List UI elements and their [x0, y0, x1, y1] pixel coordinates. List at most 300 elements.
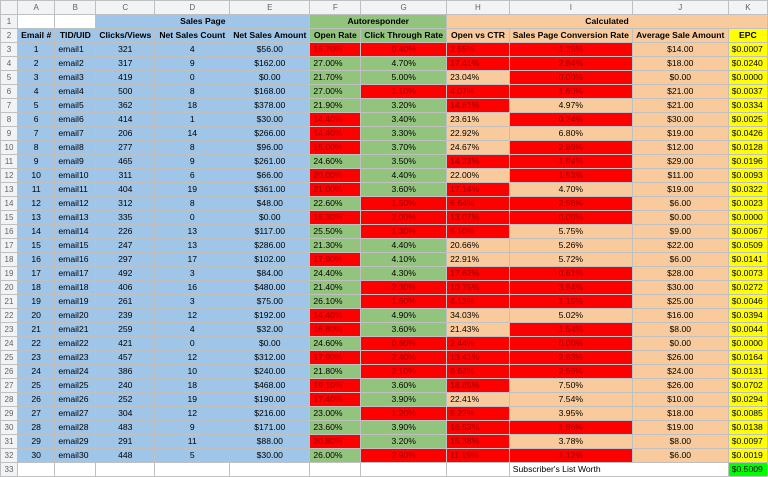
- sales-amount-cell[interactable]: $30.00: [230, 113, 310, 127]
- header-net-sales-amount[interactable]: Net Sales Amount: [230, 29, 310, 43]
- open-vs-ctr-cell[interactable]: 22.92%: [447, 127, 510, 141]
- sales-count-cell[interactable]: 9: [155, 155, 230, 169]
- tid-cell[interactable]: email22: [55, 337, 96, 351]
- conversion-rate-cell[interactable]: 0.61%: [509, 267, 632, 281]
- conversion-rate-cell[interactable]: 0.00%: [509, 71, 632, 85]
- ctr-cell[interactable]: 4.10%: [361, 253, 447, 267]
- email-number-cell[interactable]: 29: [17, 435, 54, 449]
- column-header-e[interactable]: E: [230, 1, 310, 15]
- email-number-cell[interactable]: 1: [17, 43, 54, 57]
- row-header[interactable]: 9: [1, 127, 18, 141]
- average-sale-cell[interactable]: $22.00: [632, 239, 728, 253]
- ctr-cell[interactable]: 3.60%: [361, 183, 447, 197]
- ctr-cell[interactable]: 4.40%: [361, 239, 447, 253]
- open-vs-ctr-cell[interactable]: 4.07%: [447, 85, 510, 99]
- ctr-cell[interactable]: 3.50%: [361, 155, 447, 169]
- clicks-cell[interactable]: 448: [96, 449, 155, 463]
- sales-amount-cell[interactable]: $102.00: [230, 253, 310, 267]
- sales-amount-cell[interactable]: $0.00: [230, 337, 310, 351]
- epc-cell[interactable]: $0.0025: [728, 113, 767, 127]
- epc-cell[interactable]: $0.0141: [728, 253, 767, 267]
- open-vs-ctr-cell[interactable]: 24.67%: [447, 141, 510, 155]
- epc-cell[interactable]: $0.0044: [728, 323, 767, 337]
- clicks-cell[interactable]: 312: [96, 197, 155, 211]
- tid-cell[interactable]: email17: [55, 267, 96, 281]
- group-autoresponder[interactable]: Autoresponder: [310, 15, 447, 29]
- conversion-rate-cell[interactable]: 1.15%: [509, 295, 632, 309]
- average-sale-cell[interactable]: $14.00: [632, 43, 728, 57]
- sales-amount-cell[interactable]: $0.00: [230, 211, 310, 225]
- email-number-cell[interactable]: 17: [17, 267, 54, 281]
- tid-cell[interactable]: email15: [55, 239, 96, 253]
- conversion-rate-cell[interactable]: 5.26%: [509, 239, 632, 253]
- conversion-rate-cell[interactable]: 5.02%: [509, 309, 632, 323]
- email-number-cell[interactable]: 27: [17, 407, 54, 421]
- open-vs-ctr-cell[interactable]: 23.61%: [447, 113, 510, 127]
- open-rate-cell[interactable]: 23.00%: [310, 407, 361, 421]
- tid-cell[interactable]: email27: [55, 407, 96, 421]
- sales-amount-cell[interactable]: $32.00: [230, 323, 310, 337]
- column-header-k[interactable]: K: [728, 1, 767, 15]
- average-sale-cell[interactable]: $19.00: [632, 127, 728, 141]
- open-vs-ctr-cell[interactable]: 13.41%: [447, 351, 510, 365]
- open-vs-ctr-cell[interactable]: 5.22%: [447, 407, 510, 421]
- tid-cell[interactable]: email4: [55, 85, 96, 99]
- conversion-rate-cell[interactable]: 1.12%: [509, 449, 632, 463]
- row-header[interactable]: 11: [1, 155, 18, 169]
- open-rate-cell[interactable]: 21.40%: [310, 281, 361, 295]
- open-vs-ctr-cell[interactable]: 5.10%: [447, 225, 510, 239]
- tid-cell[interactable]: email30: [55, 449, 96, 463]
- sales-count-cell[interactable]: 1: [155, 113, 230, 127]
- email-number-cell[interactable]: 8: [17, 141, 54, 155]
- sales-amount-cell[interactable]: $192.00: [230, 309, 310, 323]
- epc-cell[interactable]: $0.0196: [728, 155, 767, 169]
- average-sale-cell[interactable]: $10.00: [632, 393, 728, 407]
- clicks-cell[interactable]: 406: [96, 281, 155, 295]
- sales-count-cell[interactable]: 6: [155, 169, 230, 183]
- header-open-rate[interactable]: Open Rate: [310, 29, 361, 43]
- row-header[interactable]: 5: [1, 71, 18, 85]
- clicks-cell[interactable]: 226: [96, 225, 155, 239]
- column-header-f[interactable]: F: [310, 1, 361, 15]
- sales-amount-cell[interactable]: $312.00: [230, 351, 310, 365]
- epc-cell[interactable]: $0.0019: [728, 449, 767, 463]
- average-sale-cell[interactable]: $8.00: [632, 435, 728, 449]
- average-sale-cell[interactable]: $21.00: [632, 99, 728, 113]
- conversion-rate-cell[interactable]: 1.86%: [509, 421, 632, 435]
- average-sale-cell[interactable]: $30.00: [632, 281, 728, 295]
- row-header[interactable]: 15: [1, 211, 18, 225]
- ctr-cell[interactable]: 2.30%: [361, 281, 447, 295]
- email-number-cell[interactable]: 10: [17, 169, 54, 183]
- clicks-cell[interactable]: 206: [96, 127, 155, 141]
- group-calculated[interactable]: Calculated: [447, 15, 768, 29]
- clicks-cell[interactable]: 261: [96, 295, 155, 309]
- conversion-rate-cell[interactable]: 4.70%: [509, 183, 632, 197]
- average-sale-cell[interactable]: $19.00: [632, 183, 728, 197]
- sales-amount-cell[interactable]: $468.00: [230, 379, 310, 393]
- email-number-cell[interactable]: 4: [17, 85, 54, 99]
- select-all-corner[interactable]: [1, 1, 18, 15]
- ctr-cell[interactable]: 5.00%: [361, 71, 447, 85]
- epc-cell[interactable]: $0.0023: [728, 197, 767, 211]
- sales-amount-cell[interactable]: $96.00: [230, 141, 310, 155]
- tid-cell[interactable]: email10: [55, 169, 96, 183]
- row-header[interactable]: 29: [1, 407, 18, 421]
- epc-cell[interactable]: $0.0294: [728, 393, 767, 407]
- email-number-cell[interactable]: 22: [17, 337, 54, 351]
- clicks-cell[interactable]: 414: [96, 113, 155, 127]
- row-header[interactable]: 20: [1, 281, 18, 295]
- sales-count-cell[interactable]: 8: [155, 141, 230, 155]
- header-net-sales-count[interactable]: Net Sales Count: [155, 29, 230, 43]
- clicks-cell[interactable]: 419: [96, 71, 155, 85]
- sales-count-cell[interactable]: 9: [155, 57, 230, 71]
- open-vs-ctr-cell[interactable]: 13.07%: [447, 211, 510, 225]
- open-vs-ctr-cell[interactable]: 34.03%: [447, 309, 510, 323]
- tid-cell[interactable]: email5: [55, 99, 96, 113]
- conversion-rate-cell[interactable]: 2.84%: [509, 57, 632, 71]
- open-vs-ctr-cell[interactable]: 11.15%: [447, 449, 510, 463]
- ctr-cell[interactable]: 1.60%: [361, 295, 447, 309]
- conversion-rate-cell[interactable]: 1.60%: [509, 85, 632, 99]
- row-header[interactable]: 21: [1, 295, 18, 309]
- open-rate-cell[interactable]: 27.00%: [310, 85, 361, 99]
- average-sale-cell[interactable]: $6.00: [632, 253, 728, 267]
- list-worth-value[interactable]: $0.5009: [728, 463, 767, 477]
- open-vs-ctr-cell[interactable]: 6.13%: [447, 295, 510, 309]
- average-sale-cell[interactable]: $28.00: [632, 267, 728, 281]
- empty-cell[interactable]: [155, 463, 230, 477]
- open-rate-cell[interactable]: 24.60%: [310, 155, 361, 169]
- average-sale-cell[interactable]: $19.00: [632, 421, 728, 435]
- ctr-cell[interactable]: 0.40%: [361, 43, 447, 57]
- header-email[interactable]: Email #: [17, 29, 54, 43]
- open-vs-ctr-cell[interactable]: 22.00%: [447, 169, 510, 183]
- row-header[interactable]: 13: [1, 183, 18, 197]
- clicks-cell[interactable]: 277: [96, 141, 155, 155]
- ctr-cell[interactable]: 0.60%: [361, 337, 447, 351]
- email-number-cell[interactable]: 11: [17, 183, 54, 197]
- column-header-g[interactable]: G: [361, 1, 447, 15]
- email-number-cell[interactable]: 9: [17, 155, 54, 169]
- column-header-a[interactable]: A: [17, 1, 54, 15]
- clicks-cell[interactable]: 317: [96, 57, 155, 71]
- open-rate-cell[interactable]: 26.10%: [310, 295, 361, 309]
- ctr-cell[interactable]: 3.90%: [361, 421, 447, 435]
- conversion-rate-cell[interactable]: 5.72%: [509, 253, 632, 267]
- ctr-cell[interactable]: 1.20%: [361, 407, 447, 421]
- row-header[interactable]: 14: [1, 197, 18, 211]
- email-number-cell[interactable]: 13: [17, 211, 54, 225]
- tid-cell[interactable]: email3: [55, 71, 96, 85]
- row-header[interactable]: 27: [1, 379, 18, 393]
- epc-cell[interactable]: $0.0138: [728, 421, 767, 435]
- conversion-rate-cell[interactable]: 1.94%: [509, 155, 632, 169]
- header-epc[interactable]: EPC: [728, 29, 767, 43]
- sales-amount-cell[interactable]: $0.00: [230, 71, 310, 85]
- open-rate-cell[interactable]: 21.80%: [310, 365, 361, 379]
- open-rate-cell[interactable]: 24.60%: [310, 337, 361, 351]
- row-header[interactable]: 28: [1, 393, 18, 407]
- open-rate-cell[interactable]: 21.70%: [310, 71, 361, 85]
- email-number-cell[interactable]: 21: [17, 323, 54, 337]
- epc-cell[interactable]: $0.0131: [728, 365, 767, 379]
- average-sale-cell[interactable]: $6.00: [632, 449, 728, 463]
- tid-cell[interactable]: email26: [55, 393, 96, 407]
- open-rate-cell[interactable]: 21.00%: [310, 183, 361, 197]
- tid-cell[interactable]: email9: [55, 155, 96, 169]
- open-rate-cell[interactable]: 17.90%: [310, 351, 361, 365]
- row-header[interactable]: 26: [1, 365, 18, 379]
- average-sale-cell[interactable]: $8.00: [632, 323, 728, 337]
- header-click-through-rate[interactable]: Click Through Rate: [361, 29, 447, 43]
- tid-cell[interactable]: email25: [55, 379, 96, 393]
- open-rate-cell[interactable]: 15.70%: [310, 43, 361, 57]
- epc-cell[interactable]: $0.0426: [728, 127, 767, 141]
- sales-count-cell[interactable]: 5: [155, 449, 230, 463]
- empty-cell[interactable]: [361, 463, 447, 477]
- epc-cell[interactable]: $0.0322: [728, 183, 767, 197]
- conversion-rate-cell[interactable]: 3.78%: [509, 435, 632, 449]
- row-header[interactable]: 31: [1, 435, 18, 449]
- empty-cell[interactable]: [17, 463, 54, 477]
- average-sale-cell[interactable]: $9.00: [632, 225, 728, 239]
- ctr-cell[interactable]: 3.20%: [361, 99, 447, 113]
- empty-cell[interactable]: [96, 463, 155, 477]
- epc-cell[interactable]: $0.0046: [728, 295, 767, 309]
- sales-amount-cell[interactable]: $48.00: [230, 197, 310, 211]
- open-vs-ctr-cell[interactable]: 9.63%: [447, 365, 510, 379]
- row-header[interactable]: 16: [1, 225, 18, 239]
- group-sales-page[interactable]: Sales Page: [96, 15, 310, 29]
- open-rate-cell[interactable]: 17.40%: [310, 393, 361, 407]
- epc-cell[interactable]: $0.0000: [728, 71, 767, 85]
- sales-count-cell[interactable]: 8: [155, 197, 230, 211]
- ctr-cell[interactable]: 3.30%: [361, 127, 447, 141]
- column-header-h[interactable]: H: [447, 1, 510, 15]
- epc-cell[interactable]: $0.0000: [728, 211, 767, 225]
- conversion-rate-cell[interactable]: 1.93%: [509, 169, 632, 183]
- open-rate-cell[interactable]: 25.50%: [310, 225, 361, 239]
- clicks-cell[interactable]: 311: [96, 169, 155, 183]
- epc-cell[interactable]: $0.0067: [728, 225, 767, 239]
- open-rate-cell[interactable]: 15.00%: [310, 141, 361, 155]
- ctr-cell[interactable]: 1.50%: [361, 197, 447, 211]
- sales-amount-cell[interactable]: $88.00: [230, 435, 310, 449]
- sales-count-cell[interactable]: 13: [155, 225, 230, 239]
- open-vs-ctr-cell[interactable]: 14.61%: [447, 99, 510, 113]
- average-sale-cell[interactable]: $25.00: [632, 295, 728, 309]
- open-vs-ctr-cell[interactable]: 2.44%: [447, 337, 510, 351]
- row-header[interactable]: 33: [1, 463, 18, 477]
- tid-cell[interactable]: email28: [55, 421, 96, 435]
- average-sale-cell[interactable]: $16.00: [632, 309, 728, 323]
- tid-cell[interactable]: email18: [55, 281, 96, 295]
- open-vs-ctr-cell[interactable]: 17.14%: [447, 183, 510, 197]
- row-header[interactable]: 19: [1, 267, 18, 281]
- average-sale-cell[interactable]: $21.00: [632, 85, 728, 99]
- row-header[interactable]: 18: [1, 253, 18, 267]
- email-number-cell[interactable]: 18: [17, 281, 54, 295]
- clicks-cell[interactable]: 252: [96, 393, 155, 407]
- clicks-cell[interactable]: 457: [96, 351, 155, 365]
- sales-amount-cell[interactable]: $30.00: [230, 449, 310, 463]
- column-header-j[interactable]: J: [632, 1, 728, 15]
- average-sale-cell[interactable]: $12.00: [632, 141, 728, 155]
- average-sale-cell[interactable]: $29.00: [632, 155, 728, 169]
- header-open-vs-ctr[interactable]: Open vs CTR: [447, 29, 510, 43]
- sales-count-cell[interactable]: 0: [155, 71, 230, 85]
- conversion-rate-cell[interactable]: 1.54%: [509, 323, 632, 337]
- conversion-rate-cell[interactable]: 0.24%: [509, 113, 632, 127]
- epc-cell[interactable]: $0.0128: [728, 141, 767, 155]
- tid-cell[interactable]: email13: [55, 211, 96, 225]
- sales-count-cell[interactable]: 14: [155, 127, 230, 141]
- tid-cell[interactable]: email16: [55, 253, 96, 267]
- ctr-cell[interactable]: 3.70%: [361, 141, 447, 155]
- ctr-cell[interactable]: 3.90%: [361, 393, 447, 407]
- ctr-cell[interactable]: 2.90%: [361, 449, 447, 463]
- tid-cell[interactable]: email7: [55, 127, 96, 141]
- epc-cell[interactable]: $0.0085: [728, 407, 767, 421]
- email-number-cell[interactable]: 23: [17, 351, 54, 365]
- empty-cell[interactable]: [230, 463, 310, 477]
- sales-amount-cell[interactable]: $266.00: [230, 127, 310, 141]
- tid-cell[interactable]: email1: [55, 43, 96, 57]
- sales-count-cell[interactable]: 8: [155, 85, 230, 99]
- row-header[interactable]: 32: [1, 449, 18, 463]
- tid-cell[interactable]: email21: [55, 323, 96, 337]
- email-number-cell[interactable]: 12: [17, 197, 54, 211]
- header-sales-page-conversion-rate[interactable]: Sales Page Conversion Rate: [509, 29, 632, 43]
- sales-amount-cell[interactable]: $66.00: [230, 169, 310, 183]
- sales-amount-cell[interactable]: $168.00: [230, 85, 310, 99]
- sales-count-cell[interactable]: 12: [155, 309, 230, 323]
- tid-cell[interactable]: email19: [55, 295, 96, 309]
- row-header[interactable]: 3: [1, 43, 18, 57]
- average-sale-cell[interactable]: $18.00: [632, 407, 728, 421]
- sales-amount-cell[interactable]: $190.00: [230, 393, 310, 407]
- tid-cell[interactable]: email20: [55, 309, 96, 323]
- tid-cell[interactable]: email29: [55, 435, 96, 449]
- email-number-cell[interactable]: 19: [17, 295, 54, 309]
- epc-cell[interactable]: $0.0164: [728, 351, 767, 365]
- average-sale-cell[interactable]: $18.00: [632, 57, 728, 71]
- epc-cell[interactable]: $0.0000: [728, 337, 767, 351]
- open-rate-cell[interactable]: 26.00%: [310, 449, 361, 463]
- row-header[interactable]: 12: [1, 169, 18, 183]
- average-sale-cell[interactable]: $6.00: [632, 197, 728, 211]
- header-tid-uid[interactable]: TID/UID: [55, 29, 96, 43]
- clicks-cell[interactable]: 362: [96, 99, 155, 113]
- sales-amount-cell[interactable]: $162.00: [230, 57, 310, 71]
- open-vs-ctr-cell[interactable]: 14.23%: [447, 155, 510, 169]
- ctr-cell[interactable]: 3.60%: [361, 323, 447, 337]
- clicks-cell[interactable]: 304: [96, 407, 155, 421]
- open-rate-cell[interactable]: 20.80%: [310, 435, 361, 449]
- email-number-cell[interactable]: 7: [17, 127, 54, 141]
- sales-count-cell[interactable]: 18: [155, 379, 230, 393]
- list-worth-label[interactable]: Subscriber's List Worth: [509, 463, 728, 477]
- open-rate-cell[interactable]: 14.40%: [310, 113, 361, 127]
- open-rate-cell[interactable]: 14.40%: [310, 127, 361, 141]
- email-number-cell[interactable]: 5: [17, 99, 54, 113]
- sales-count-cell[interactable]: 4: [155, 323, 230, 337]
- row-header[interactable]: 2: [1, 29, 18, 43]
- open-rate-cell[interactable]: 14.40%: [310, 309, 361, 323]
- open-rate-cell[interactable]: 27.00%: [310, 57, 361, 71]
- empty-cell[interactable]: [55, 463, 96, 477]
- clicks-cell[interactable]: 240: [96, 379, 155, 393]
- ctr-cell[interactable]: 4.40%: [361, 169, 447, 183]
- ctr-cell[interactable]: 3.40%: [361, 113, 447, 127]
- column-header-d[interactable]: D: [155, 1, 230, 15]
- open-rate-cell[interactable]: 19.10%: [310, 379, 361, 393]
- epc-cell[interactable]: $0.0702: [728, 379, 767, 393]
- epc-cell[interactable]: $0.0073: [728, 267, 767, 281]
- email-number-cell[interactable]: 15: [17, 239, 54, 253]
- sales-count-cell[interactable]: 19: [155, 183, 230, 197]
- sales-amount-cell[interactable]: $75.00: [230, 295, 310, 309]
- ctr-cell[interactable]: 1.30%: [361, 225, 447, 239]
- open-rate-cell[interactable]: 21.30%: [310, 239, 361, 253]
- email-number-cell[interactable]: 6: [17, 113, 54, 127]
- email-number-cell[interactable]: 2: [17, 57, 54, 71]
- sales-count-cell[interactable]: 3: [155, 295, 230, 309]
- clicks-cell[interactable]: 492: [96, 267, 155, 281]
- sales-amount-cell[interactable]: $480.00: [230, 281, 310, 295]
- conversion-rate-cell[interactable]: 2.89%: [509, 141, 632, 155]
- email-number-cell[interactable]: 25: [17, 379, 54, 393]
- sales-amount-cell[interactable]: $378.00: [230, 99, 310, 113]
- open-rate-cell[interactable]: 17.90%: [310, 253, 361, 267]
- epc-cell[interactable]: $0.0097: [728, 435, 767, 449]
- open-vs-ctr-cell[interactable]: 23.04%: [447, 71, 510, 85]
- tid-cell[interactable]: email11: [55, 183, 96, 197]
- sales-count-cell[interactable]: 10: [155, 365, 230, 379]
- open-vs-ctr-cell[interactable]: 17.41%: [447, 57, 510, 71]
- clicks-cell[interactable]: 386: [96, 365, 155, 379]
- open-vs-ctr-cell[interactable]: 21.43%: [447, 323, 510, 337]
- row-header[interactable]: 1: [1, 15, 18, 29]
- epc-cell[interactable]: $0.0037: [728, 85, 767, 99]
- empty-cell[interactable]: [55, 15, 96, 29]
- email-number-cell[interactable]: 16: [17, 253, 54, 267]
- column-header-b[interactable]: B: [55, 1, 96, 15]
- epc-cell[interactable]: $0.0240: [728, 57, 767, 71]
- sales-amount-cell[interactable]: $171.00: [230, 421, 310, 435]
- sales-count-cell[interactable]: 4: [155, 43, 230, 57]
- open-vs-ctr-cell[interactable]: 2.55%: [447, 43, 510, 57]
- average-sale-cell[interactable]: $11.00: [632, 169, 728, 183]
- clicks-cell[interactable]: 291: [96, 435, 155, 449]
- conversion-rate-cell[interactable]: 1.25%: [509, 43, 632, 57]
- empty-cell[interactable]: [310, 463, 361, 477]
- ctr-cell[interactable]: 2.00%: [361, 211, 447, 225]
- epc-cell[interactable]: $0.0007: [728, 43, 767, 57]
- sales-amount-cell[interactable]: $240.00: [230, 365, 310, 379]
- open-rate-cell[interactable]: 15.30%: [310, 211, 361, 225]
- ctr-cell[interactable]: 2.10%: [361, 365, 447, 379]
- conversion-rate-cell[interactable]: 0.00%: [509, 211, 632, 225]
- conversion-rate-cell[interactable]: 3.94%: [509, 281, 632, 295]
- empty-cell[interactable]: [17, 15, 54, 29]
- sales-amount-cell[interactable]: $117.00: [230, 225, 310, 239]
- row-header[interactable]: 22: [1, 309, 18, 323]
- epc-cell[interactable]: $0.0394: [728, 309, 767, 323]
